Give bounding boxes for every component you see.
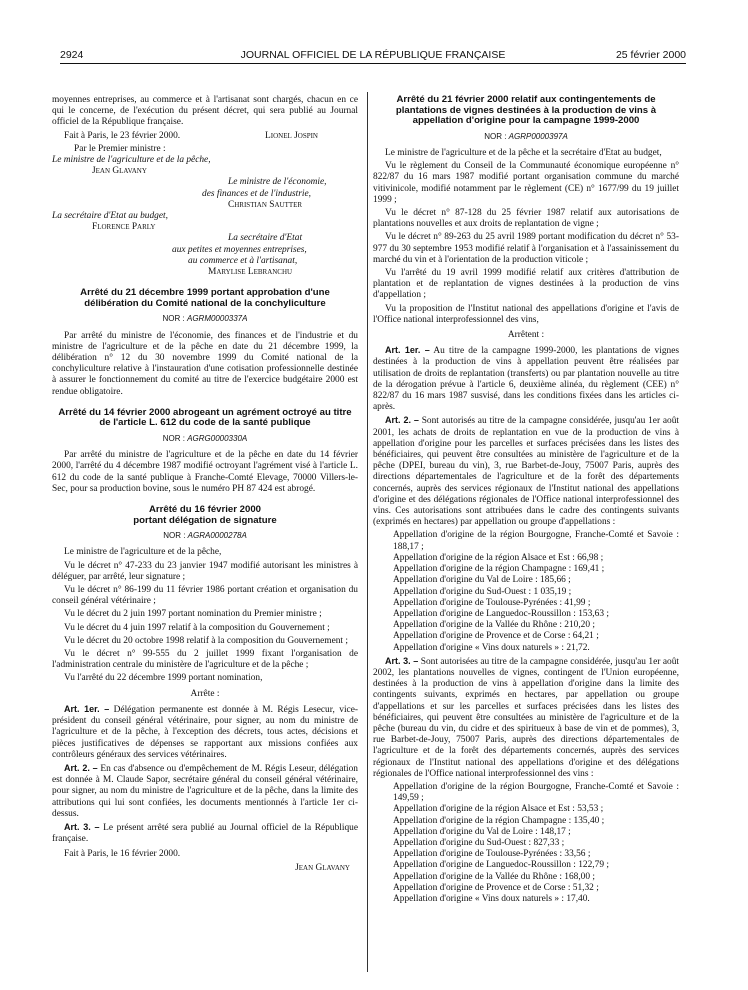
article-3: Art. 3. – Le présent arrêté sera publié au Journal officiel de la République française. [52,821,359,845]
visa-paragraph: Vu le décret du 2 juin 1997 portant nomination du Premier ministre ; [64,609,322,620]
list-item: Appellation d'origine de la région Alsace et Est : 53,53 ; [393,804,604,815]
sec-pme-label-1: La secrétaire d'Etat [228,233,303,244]
list-item: Appellation d'origine de la Vallée du Rhône : 168,00 ; [393,871,595,882]
list-item: Appellation d'origine de la région Bourgogne, Franche-Comté et Savoie : 149,59 ; [393,781,679,804]
visa-paragraph: Vu l'arrêté du 22 décembre 1999 portant nomination, [64,673,263,684]
visa-paragraph: Vu le décret n° 86-199 du 11 février 1986 portant création et organisation du conseil général vétérinaire ; [52,585,358,607]
sec-pme-label-2: aux petites et moyennes entreprises, [172,244,307,255]
contingent-list-1 [373,530,679,653]
list-item: Appellation d'origine de la région Champagne : 169,41 ; [393,564,605,575]
journal-title: JOURNAL OFFICIEL DE LA RÉPUBLIQUE FRANÇAISE [240,49,506,61]
signatory-glavany-2: Jean Glavany [295,862,350,873]
arrete-4-title: Arrêté du 21 février 2000 relatif aux contingentements de plantations de vignes destinées à la production de vins à appellation d'origine pour la campagne 1999-2000 [395,94,657,127]
list-item: Appellation d'origine de Languedoc-Roussillon : 122,79 ; [393,860,609,871]
arrete-2-body: Par arrêté du ministre de l'agriculture et de la pêche en date du 14 février 2000, l'arrêté du 4 décembre 1987 modifié octroyant l'agrément visé à l'article L. 612 du code de la santé publique à Franche-Comté Elevage, 70000 Villers-le-Sec, pour sa production bovine, sous le numéro PH 87 424 est abrogé. [52,450,358,494]
signatory-sautter: Christian Sautter [228,199,303,210]
arrete-label: Arrête : [190,688,220,699]
arrete-2-nor: NOR : AGRG0000330A [162,434,248,444]
signing-place-date-2: Fait à Paris, le 16 février 2000. [64,849,181,860]
visa-paragraph: Vu le décret n° 47-233 du 23 janvier 1947 modifié autorisant les ministres à déléguer, par arrêté, leur signature ; [52,560,358,582]
visa-paragraph: Vu le décret n° 99-555 du 2 juillet 1999 fixant l'organisation de l'administration centrale du ministère de l'agriculture et de la pêche ; [52,649,358,671]
list-item: Appellation d'origine de la Vallée du Rhône : 210,20 ; [393,620,595,631]
list-item: Appellation d'origine de Provence et de Corse : 51,32 ; [393,882,599,893]
list-item: Appellation d'origine de Provence et de Corse : 64,21 ; [393,631,599,642]
arrete-4-nor: NOR : AGRP0000397A [484,131,568,141]
arrete-3-title-2: portant délégation de signature [133,514,277,526]
by-pm-label: Par le Premier ministre : [74,143,166,154]
arrete-2-title: Arrêté du 14 février 2000 abrogeant un agrément octroyé au titre de l'article L. 612 du code de la santé publique [58,406,352,429]
list-item: Appellation d'origine de la région Alsace et Est : 66,98 ; [393,552,604,563]
page-number: 2924 [60,49,84,61]
list-item: Appellation d'origine de Toulouse-Pyrénées : 33,56 ; [393,849,591,860]
visa-paragraph: Vu la proposition de l'Institut national des appellations d'origine et l'avis de l'Office national interprofessionnel des vins, [373,303,679,325]
publication-date: 25 février 2000 [615,49,686,61]
visa-paragraph: Le ministre de l'agriculture et de la pêche, [64,547,222,558]
list-item: Appellation d'origine du Val de Loire : 185,66 ; [393,575,571,586]
list-item: Appellation d'origine de Languedoc-Roussillon : 153,63 ; [393,608,609,619]
visa-paragraph: Vu le décret du 4 juin 1997 relatif à la composition du Gouvernement ; [64,622,330,633]
list-item: Appellation d'origine de Toulouse-Pyrénées : 41,99 ; [393,597,591,608]
column-divider [367,92,368,972]
signatory-pm: Lionel Jospin [265,130,318,141]
arrete-3-nor: NOR : AGRA0000278A [163,531,247,541]
page-header [60,49,686,63]
minister-agri-label: Le ministre de l'agriculture et de la pêche, [52,155,211,166]
visa-paragraph: Vu l'arrêté du 19 avril 1999 modifié relatif aux critères d'attribution de plantation et de replantation de vignes destinées à la production de vins d'appellation ; [373,268,679,301]
article-2: Art. 2. – En cas d'absence ou d'empêchement de M. Régis Leseur, délégation est donnée à M. Claude Sapor, secrétaire général du conseil général vétérinaire, pour signer, au nom du ministre de l'agriculture et de la pêche, dans la limite des attributions qui lui sont confiées, les documents mentionnés à l'article 1er ci-dessus. [52,762,358,819]
right-column [373,95,679,905]
list-item: Appellation d'origine du Sud-Ouest : 827,33 ; [393,837,565,848]
visa-paragraph: Le ministre de l'agriculture et de la pêche et la secrétaire d'Etat au budget, [385,147,662,158]
visa-paragraph: Vu le règlement du Conseil de la Communauté économique européenne n° 822/87 du 16 mars 1987 modifié portant organisation commune du marché vitivinicole, modifié notamment par le règlement (CE) n° 1677/99 du 19 juillet 1999 ; [373,161,679,205]
arrete-3-title-1: Arrêté du 16 février 2000 [149,504,261,516]
arrete-1-title: Arrêté du 21 décembre 1999 portant approbation d'une délibération du Comité national de la conchyliculture [80,287,330,309]
minister-eco-label-1: Le ministre de l'économie, [228,177,327,188]
list-item: Appellation d'origine de la région Champagne : 135,40 ; [393,815,605,826]
minister-eco-label-2: des finances et de l'industrie, [202,188,312,199]
arrete-1-nor: NOR : AGRM0000337A [162,314,248,324]
sec-budget-label: La secrétaire d'Etat au budget, [52,211,168,222]
left-column [52,95,358,874]
visa-paragraph: Vu le décret n° 87-128 du 25 février 1987 relatif aux autorisations de plantations nouvelles et aux droits de replantation de vigne ; [373,208,679,230]
decree-closing-text: moyennes entreprises, au commerce et à l'artisanat sont chargés, chacun en ce qui le concerne, de l'exécution du présent décret, qui sera publié au Journal officiel de la République française. [52,95,358,128]
contingent-list-2 [373,782,679,905]
list-item: Appellation d'origine « Vins doux naturels » : 17,40. [393,893,590,904]
article-3: Art. 3. – Sont autorisées au titre de la campagne considérée, jusqu'au 1er août 2002, les plantations nouvelles de vignes, contingent de l'Union européenne, destinées à la production de vins à appellation d'origine dans la limite des contingents suivants, exprimés en hectares, par appellation ou groupe d'appellations et sur les parcelles et surfaces précisées dans les listes des bénéficiaires, qui peuvent être consultées au ministère de l'agriculture et de la pêche (bureau du vin, du cidre et des spiritueux à base de vin et de pommes), 3, rue Barbet-de-Jouy, 75007 Paris, auprès des directions départementales de l'agriculture et de la forêt des départements concernés, auprès des services régionaux de l'Institut national des appellations d'origine et des délégations régionales de l'Office national interprofessionnel des vins : [373,655,680,779]
list-item: Appellation d'origine du Val de Loire : 148,17 ; [393,826,571,837]
article-1: Art. 1er. – Délégation permanente est donnée à M. Régis Lesecur, vice-président du conseil général vétérinaire, pour signer, au nom du ministre de l'agriculture et de la pêche, à l'exception des décrets, tous actes, décisions et pièces justificatives de dépenses se rapportant aux missions confiées aux contrôleurs généraux des services vétérinaires. [52,703,358,760]
signatory-parly: Florence Parly [92,222,156,233]
visa-paragraph: Vu le décret du 20 octobre 1998 relatif à la composition du Gouvernement ; [64,635,348,646]
list-item: Appellation d'origine « Vins doux naturels » : 21,72. [393,642,590,653]
article-1: Art. 1er. – Au titre de la campagne 1999-2000, les plantations de vignes destinées à la production de vins à appellation peuvent être réalisées par utilisation de droits de replantation (transferts) ou par plantation nouvelle au titre de la dérogation prévue à l'article 6, deuxième alinéa, du règlement (CEE) n° 822/87 du 16 mars 1987 susvisé, dans les conditions fixées dans les articles ci-après. [373,345,680,413]
signatory-lebranchu: Marylise Lebranchu [208,267,293,278]
visa-paragraph: Vu le décret n° 89-263 du 25 avril 1989 portant modification du décret n° 53-977 du 30 septembre 1953 modifié relatif à l'organisation et à l'assainissement du marché du vin et à l'orientation de la production viticole ; [373,232,679,265]
list-item: Appellation d'origine de la région Bourgogne, Franche-Comté et Savoie : 188,17 ; [393,530,679,552]
sec-pme-label-3: au commerce et à l'artisanat, [188,255,298,266]
signatory-glavany: Jean Glavany [92,166,147,177]
signing-place-date: Fait à Paris, le 23 février 2000. Lionel Jospin [64,130,318,141]
article-2: Art. 2. – Sont autorisés au titre de la campagne considérée, jusqu'au 1er août 2001, les achats de droits de replantation en vue de la production de vins à appellation d'origine pour les parcelles et surfaces précisées dans les listes des bénéficiaires, qui peuvent être consultées au ministère de l'agriculture et de la pêche (DPEI, bureau du vin), 3, rue Barbet-de-Jouy, 75007 Paris, auprès des directions départementales de l'agriculture et de la forêt des départements concernés, auprès des services régionaux de l'Institut national des appellations d'origine et des délégations régionales de l'Office national interprofessionnel des vins. Ces autorisations sont attribuées dans le cadre des contingents suivants (exprimés en hectares) par appellation ou groupe d'appellations : [373,415,680,528]
list-item: Appellation d'origine du Sud-Ouest : 1 035,19 ; [393,586,572,597]
arretent-label: Arrêtent : [507,330,545,341]
arrete-1-body: Par arrêté du ministre de l'économie, des finances et de l'industrie et du ministre de l'agriculture et de la pêche en date du 21 décembre 1999, la délibération n° 12 du 30 novembre 1999 du Comité national de la conchyliculture relative à l'instauration d'une cotisation professionnelle destinée à assurer le fonctionnement du comité au titre de l'exercice budgétaire 2000 est rendue obligatoire. [52,330,358,397]
header-rule [60,63,686,64]
